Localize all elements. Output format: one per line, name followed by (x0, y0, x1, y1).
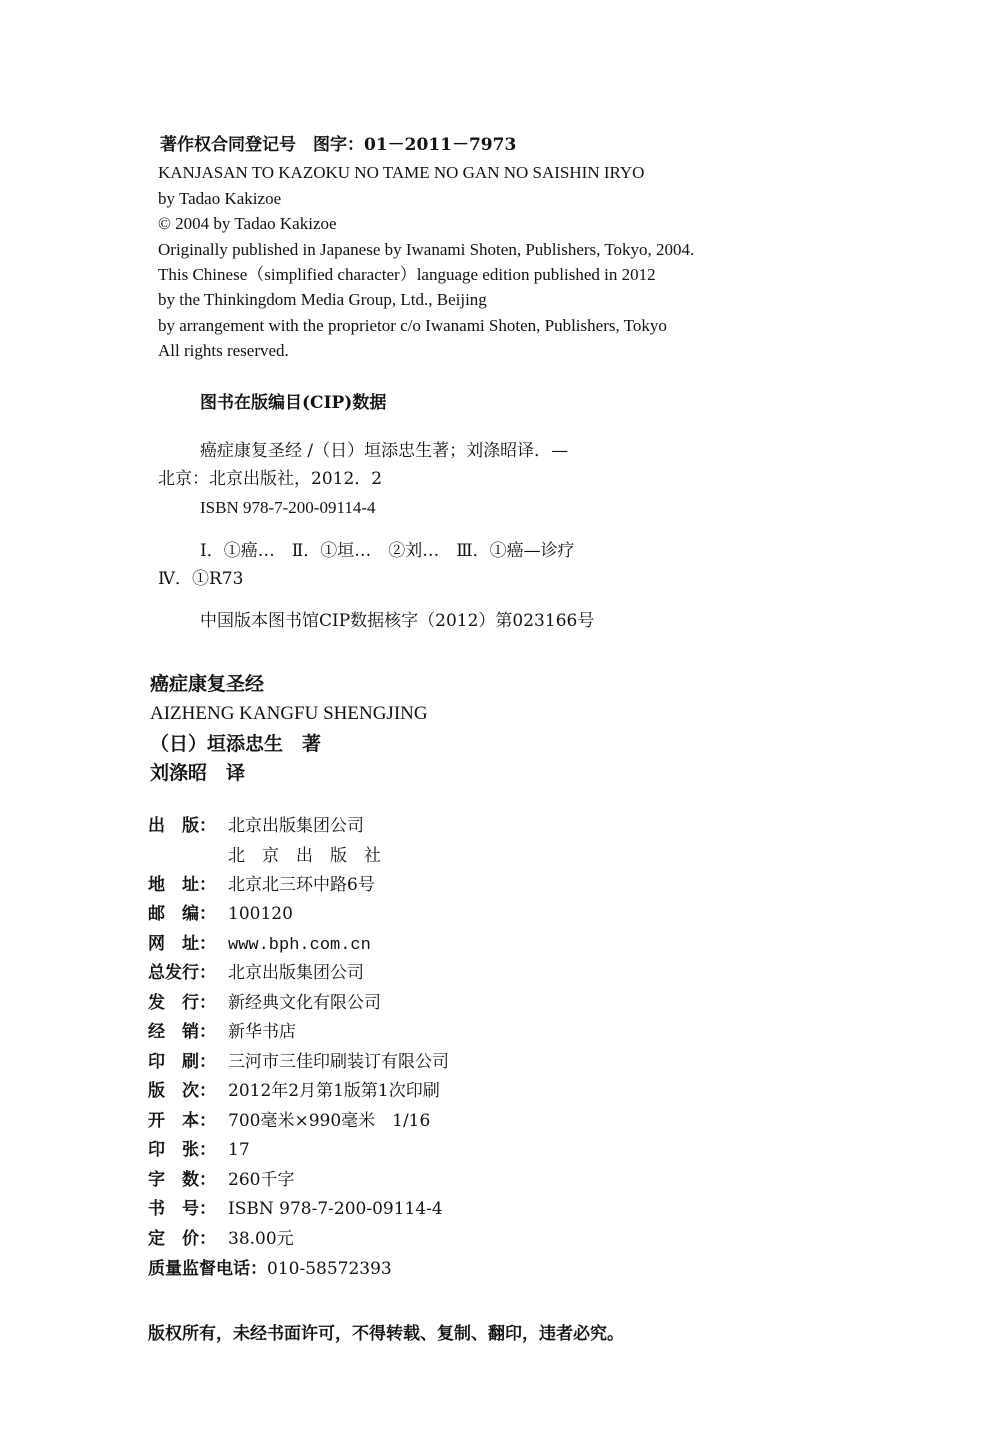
imprint-publisher (148, 815, 364, 837)
imprint-sheets (148, 1139, 250, 1161)
cip-class-line1: Ⅰ．①癌… Ⅱ．①垣… ②刘… Ⅲ．①癌—诊疗 (200, 541, 575, 561)
imprint-word-count (148, 1169, 294, 1191)
publisher-line: by the Thinkingdom Media Group, Ltd., Beijing (158, 290, 487, 309)
imprint-value: 北京北三环中路6号 (228, 875, 375, 895)
imprint-printer (148, 1051, 449, 1073)
imprint-label: 地 址： (148, 875, 216, 895)
imprint-value: 38.00元 (228, 1229, 294, 1249)
cip-entry-line1: 癌症康复圣经 /（日）垣添忠生著；刘涤昭译．— (200, 441, 569, 461)
imprint-value: 北 京 出 版 社 (228, 846, 381, 866)
cip-class-line2: Ⅳ．①R73 (158, 569, 244, 589)
imprint-value: 100120 (228, 904, 293, 924)
book-title-pinyin: AIZHENG KANGFU SHENGJING (150, 703, 428, 724)
imprint-quality-hotline (148, 1258, 392, 1280)
imprint-edition (148, 1080, 440, 1102)
imprint-label: 出 版： (148, 816, 216, 836)
imprint-label: 邮 编： (148, 904, 216, 924)
copyright-registration: 著作权合同登记号 图字：01－2011－7973 (160, 135, 517, 155)
imprint-label: 印 刷： (148, 1052, 216, 1072)
imprint-value: 新经典文化有限公司 (228, 993, 381, 1013)
imprint-general-distributor (148, 962, 364, 984)
imprint-value: 260千字 (228, 1170, 295, 1190)
chinese-edition-line: This Chinese（simplified character）language edition published in 2012 (158, 265, 656, 284)
cip-core-number: 中国版本图书馆CIP数据核字（2012）第023166号 (200, 611, 595, 631)
imprint-distributor (148, 992, 381, 1014)
imprint-label: 书 号： (148, 1199, 216, 1219)
original-author: by Tadao Kakizoe (158, 189, 282, 208)
imprint-value: 17 (228, 1140, 250, 1160)
imprint-value: ISBN 978-7-200-09114-4 (228, 1199, 443, 1219)
imprint-label: 总发行： (148, 963, 216, 983)
rights-notice: 版权所有，未经书面许可，不得转载、复制、翻印，违者必究。 (148, 1324, 624, 1344)
imprint-isbn (148, 1198, 443, 1220)
copyright-notice: © 2004 by Tadao Kakizoe (158, 214, 337, 233)
cip-heading: 图书在版编目(CIP)数据 (200, 393, 387, 413)
imprint-value: 700毫米×990毫米 1/16 (228, 1111, 431, 1131)
original-title: KANJASAN TO KAZOKU NO TAME NO GAN NO SAISHIN IRYO (158, 163, 645, 182)
imprint-label: 定 价： (148, 1229, 216, 1249)
imprint-label: 网 址： (148, 934, 216, 954)
imprint-postcode (148, 903, 293, 925)
imprint-seller (148, 1021, 296, 1043)
imprint-value: 北京出版集团公司 (228, 816, 364, 836)
cip-entry-line2: 北京：北京出版社，2012．2 (158, 469, 383, 489)
imprint-value: 2012年2月第1版第1次印刷 (228, 1081, 440, 1101)
imprint-label: 经 销： (148, 1022, 216, 1042)
imprint-address (148, 874, 375, 896)
imprint-price (148, 1228, 294, 1250)
rights-reserved-line: All rights reserved. (158, 341, 289, 360)
book-title: 癌症康复圣经 (150, 673, 265, 695)
imprint-label: 字 数： (148, 1170, 216, 1190)
imprint-label: 版 次： (148, 1081, 216, 1101)
imprint-value: 三河市三佳印刷装订有限公司 (228, 1052, 449, 1072)
imprint-value: www.bph.com.cn (228, 936, 371, 955)
imprint-value: 北京出版集团公司 (228, 963, 364, 983)
imprint-label: 发 行： (148, 993, 216, 1013)
imprint-value: 新华书店 (228, 1022, 296, 1042)
imprint-website (148, 933, 371, 957)
imprint-publisher-sub (148, 845, 381, 867)
imprint-format (148, 1110, 430, 1132)
imprint-label: 质量监督电话： (148, 1259, 267, 1279)
imprint-label: 开 本： (148, 1111, 216, 1131)
original-publication-line: Originally published in Japanese by Iwanami Shoten, Publishers, Tokyo, 2004. (158, 240, 695, 259)
book-translator: 刘涤昭 译 (150, 762, 246, 784)
imprint-label: 印 张： (148, 1140, 216, 1160)
arrangement-line: by arrangement with the proprietor c/o Iwanami Shoten, Publishers, Tokyo (158, 316, 667, 335)
cip-isbn: ISBN 978-7-200-09114-4 (200, 498, 376, 517)
imprint-value: 010-58572393 (267, 1259, 392, 1279)
book-author: （日）垣添忠生 著 (150, 733, 322, 755)
